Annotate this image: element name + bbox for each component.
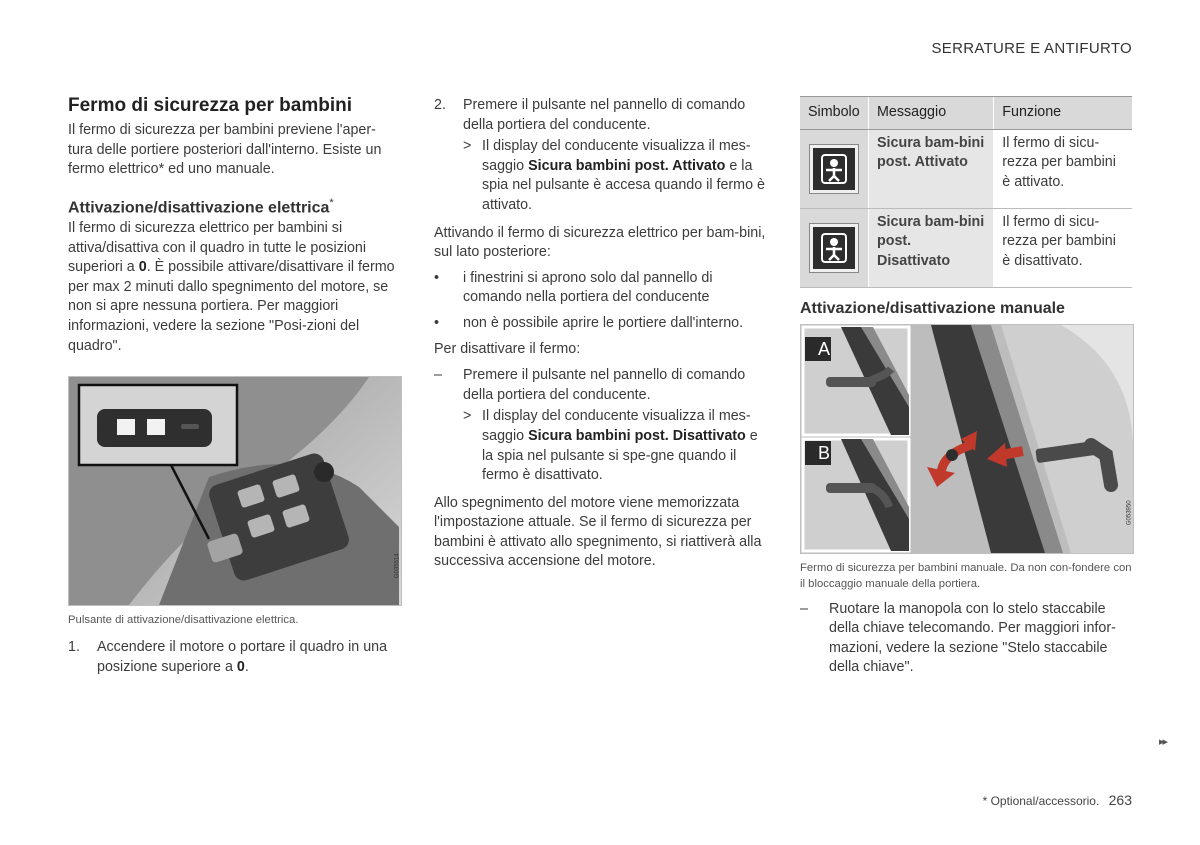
bullet-marker: •	[434, 314, 440, 331]
figure-code: G053950	[1126, 500, 1133, 526]
page-number: 263	[1108, 792, 1132, 808]
bullet-marker: •	[434, 269, 440, 286]
manual-lock-figure	[800, 324, 1134, 554]
memory-text: Allo spegnimento del motore viene memorizzata l'impostazione attuale. Se il fermo di sicurezza per bambini è attivato allo spegnimento, si riattiverà alla successiva accensione del motore.	[434, 494, 762, 570]
electric-heading: Attivazione/disattivazione elettrica*	[68, 196, 334, 217]
dash-step: – Premere il pulsante nel pannello di comando della portiera del conducente.	[434, 366, 770, 405]
step-number: 1.	[68, 639, 80, 656]
step-number: 2.	[434, 97, 446, 113]
table-header: Messaggio	[869, 97, 994, 130]
table-header: Simbolo	[800, 97, 869, 130]
symbol-table	[800, 96, 1132, 288]
figure-code: G035514	[394, 553, 401, 578]
function-cell: Il fermo di sicu-rezza per bambini è disattivato.	[994, 208, 1132, 287]
page-title: Fermo di sicurezza per bambini	[68, 95, 353, 116]
activating-text: Attivando il fermo di sicurezza elettrico per bam-bini, sul lato posteriore:	[434, 224, 766, 261]
manual-heading: Attivazione/disattivazione manuale	[800, 299, 1065, 317]
footnote: * Optional/accessorio.	[982, 794, 1100, 808]
symbol-cell	[800, 208, 869, 287]
step-text: Premere il pulsante nel pannello di comando della portiera del conducente.	[463, 97, 746, 133]
electric-text: Il fermo di sicurezza elettrico per bambini si attiva/disattiva con il quadro in tutte le posizioni superiori a 0. È possibile attivare/disattivare il fermo per max 2 minuti dallo spegnimento del motore, se non si apre nessuna portiera. Per maggiori informazioni, vedere la sezione "Posi-zioni del quadro".	[68, 220, 395, 354]
child-lock-icon	[810, 145, 858, 193]
continue-arrows-icon: ▸▸	[1158, 736, 1166, 748]
figure-label-b: B	[817, 442, 830, 463]
child-lock-icon	[810, 224, 858, 272]
result-text: Il display del conducente visualizza il mes-saggio Sicura bambini post. Attivato e la spia nel pulsante è accesa quando il fermo è attivato.	[482, 138, 765, 213]
electric-button-figure	[68, 376, 402, 606]
column-right	[800, 96, 1132, 678]
function-cell: Il fermo di sicu-rezza per bambini è attivato.	[994, 129, 1132, 208]
step-2	[434, 96, 770, 135]
bullet-item: • i finestrini si aprono solo dal pannello di comando nella portiera del conducente	[434, 269, 770, 308]
step-1	[68, 638, 400, 677]
column-middle	[434, 96, 770, 572]
table-row	[800, 208, 1132, 287]
step-text: Accendere il motore o portare il quadro in una posizione superiore a 0.	[97, 639, 388, 675]
door-panel-illustration	[69, 377, 401, 605]
dash-step: – Ruotare la manopola con lo stelo staccabile della chiave telecomando. Per maggiori infor-mazioni, vedere la sezione "Stelo staccabile della chiave".	[800, 600, 1132, 678]
figure-caption: Pulsante di attivazione/disattivazione elettrica.	[68, 614, 299, 627]
table-row	[800, 129, 1132, 208]
section-header: SERRATURE E ANTIFURTO	[931, 40, 1132, 57]
figure-caption: Fermo di sicurezza per bambini manuale. Da non con-fondere con il bloccaggio manuale della portiera.	[800, 561, 1132, 590]
deactivate-text: Per disattivare il fermo:	[434, 340, 581, 357]
dash-marker: –	[434, 367, 442, 384]
step-result	[463, 407, 770, 485]
table-header: Funzione	[994, 97, 1132, 130]
dash-marker: –	[800, 600, 808, 617]
figure-label-a: A	[817, 338, 830, 359]
step-result	[463, 137, 770, 215]
message-cell: Sicura bam-bini post. Disattivato	[869, 208, 994, 287]
door-edge-illustration	[801, 325, 1133, 553]
footer	[983, 792, 1132, 808]
table-header-row	[800, 97, 1132, 130]
symbol-cell	[800, 129, 869, 208]
message-cell: Sicura bam-bini post. Attivato	[869, 129, 994, 208]
result-marker: >	[463, 138, 472, 155]
result-text: Il display del conducente visualizza il mes-saggio Sicura bambini post. Disattivato e la spia nel pulsante si spe-gne quando il fermo è disattivato.	[482, 408, 758, 484]
intro-text: Il fermo di sicurezza per bambini previene l'aper-tura delle portiere posteriori dall'interno. Esiste un fermo elettrico* ed uno manuale.	[68, 122, 382, 178]
result-marker: >	[463, 408, 472, 425]
bullet-item: • non è possibile aprire le portiere dall'interno.	[434, 314, 770, 334]
column-left	[68, 94, 400, 677]
